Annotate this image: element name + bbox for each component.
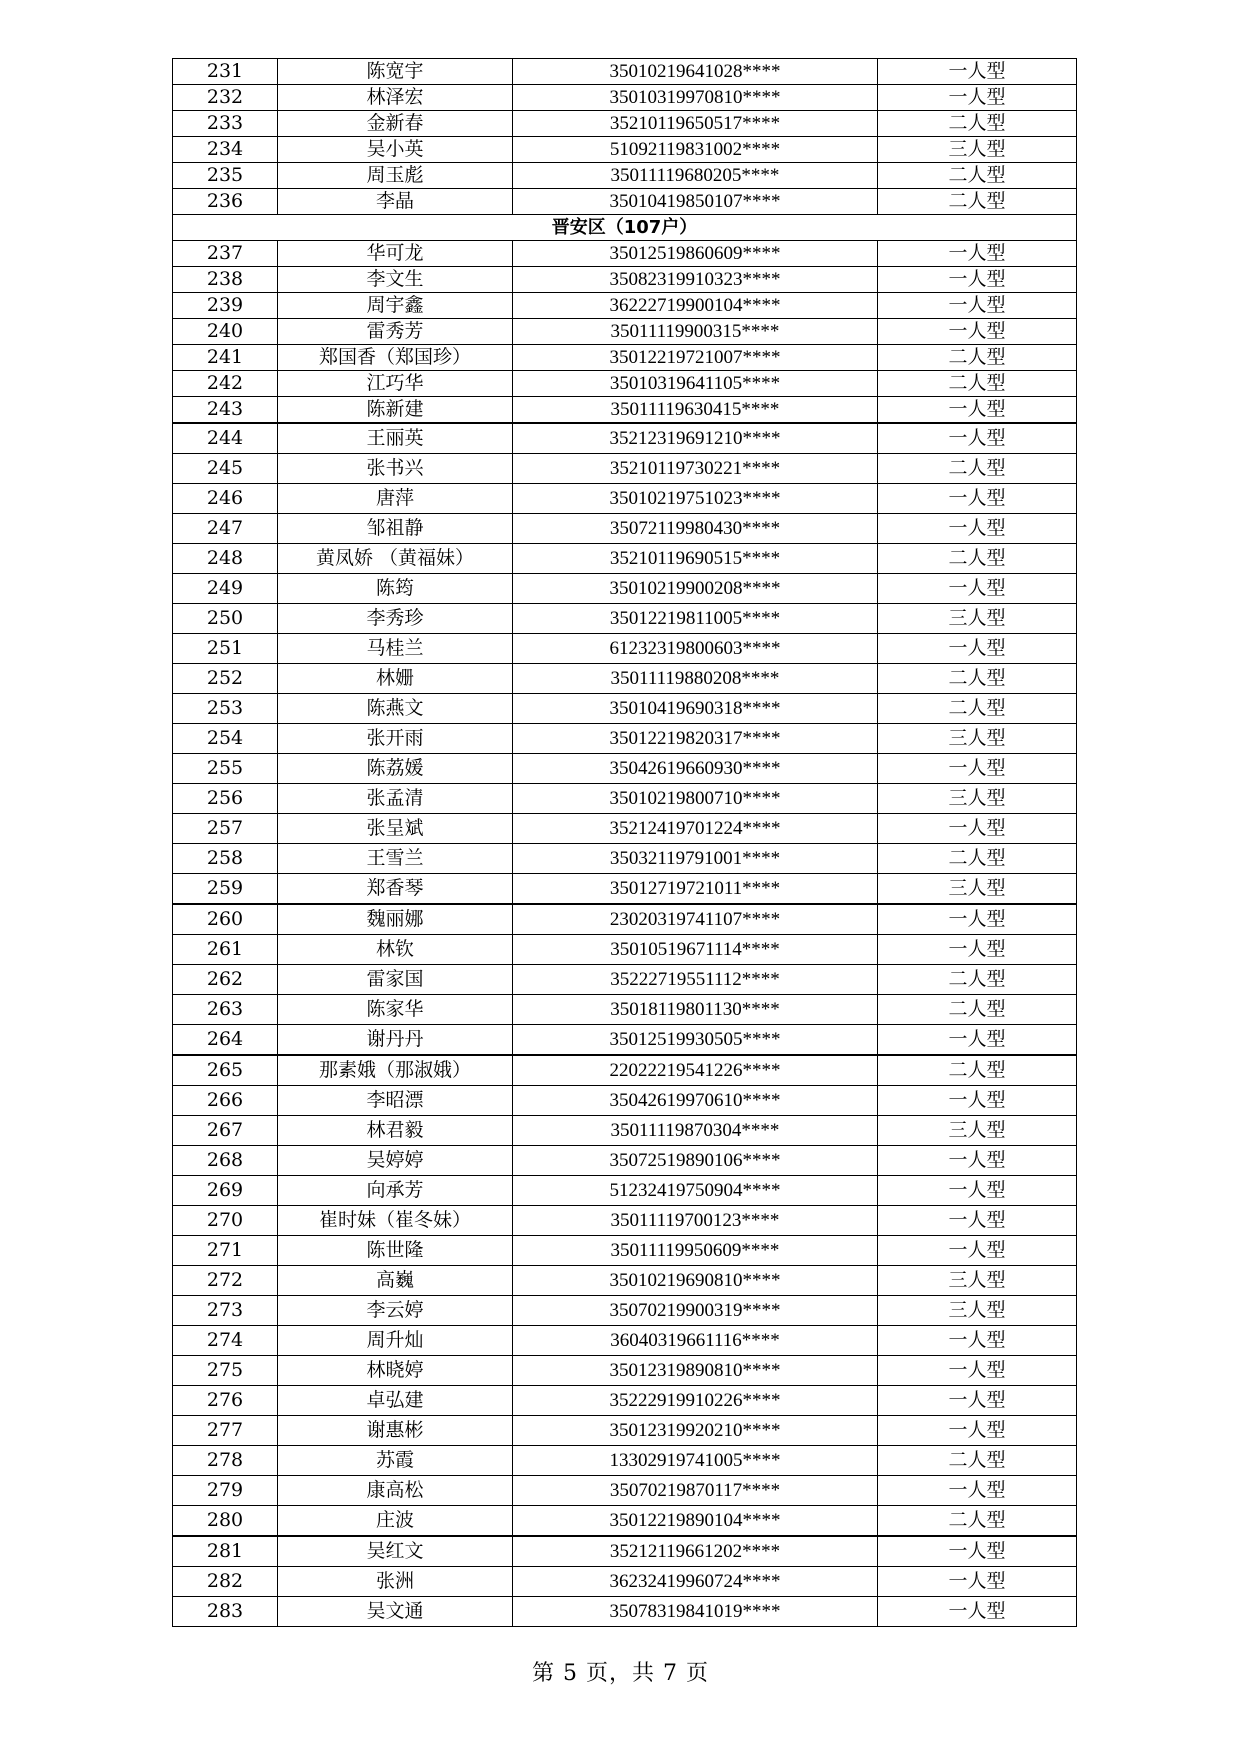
row-number: 238 (173, 267, 278, 293)
row-id-number: 36222719900104**** (513, 293, 878, 319)
row-household-type: 二人型 (878, 694, 1077, 724)
section-title: 晋安区（107户） (173, 215, 1077, 241)
row-name: 吴小英 (278, 137, 513, 163)
row-name: 黄凤娇 （黄福妹） (278, 544, 513, 574)
row-household-type: 一人型 (878, 1206, 1077, 1236)
row-name: 谢丹丹 (278, 1025, 513, 1056)
row-name: 林君毅 (278, 1116, 513, 1146)
row-household-type: 三人型 (878, 724, 1077, 754)
table-row (173, 371, 1077, 397)
table-row (173, 664, 1077, 694)
table-row (173, 965, 1077, 995)
row-id-number: 61232319800603**** (513, 634, 878, 664)
row-id-number: 35078319841019**** (513, 1597, 878, 1627)
table-row (173, 1055, 1077, 1086)
row-id-number: 35042619660930**** (513, 754, 878, 784)
row-household-type: 二人型 (878, 189, 1077, 215)
row-id-number: 35210119690515**** (513, 544, 878, 574)
row-household-type: 一人型 (878, 1176, 1077, 1206)
row-household-type: 一人型 (878, 1567, 1077, 1597)
row-name: 魏丽娜 (278, 904, 513, 935)
row-number: 257 (173, 814, 278, 844)
row-number: 250 (173, 604, 278, 634)
row-name: 苏霞 (278, 1446, 513, 1476)
row-id-number: 35011119900315**** (513, 319, 878, 345)
row-name: 李晶 (278, 189, 513, 215)
row-id-number: 35011119950609**** (513, 1236, 878, 1266)
row-number: 264 (173, 1025, 278, 1056)
row-number: 244 (173, 423, 278, 454)
row-name: 林晓婷 (278, 1356, 513, 1386)
row-name: 庄波 (278, 1506, 513, 1537)
table-row (173, 137, 1077, 163)
row-name: 周宇鑫 (278, 293, 513, 319)
row-id-number: 35032119791001**** (513, 844, 878, 874)
table-row (173, 1476, 1077, 1506)
row-name: 那素娥（那淑娥） (278, 1055, 513, 1086)
table-row (173, 111, 1077, 137)
row-id-number: 51092119831002**** (513, 137, 878, 163)
row-household-type: 二人型 (878, 844, 1077, 874)
row-household-type: 二人型 (878, 1506, 1077, 1537)
row-number: 259 (173, 874, 278, 905)
row-household-type: 一人型 (878, 574, 1077, 604)
row-household-type: 一人型 (878, 85, 1077, 111)
row-id-number: 35010419850107**** (513, 189, 878, 215)
row-number: 258 (173, 844, 278, 874)
table-row (173, 1206, 1077, 1236)
row-number: 255 (173, 754, 278, 784)
row-household-type: 三人型 (878, 604, 1077, 634)
row-id-number: 35222919910226**** (513, 1386, 878, 1416)
row-id-number: 35010319641105**** (513, 371, 878, 397)
row-name: 高巍 (278, 1266, 513, 1296)
row-name: 周升灿 (278, 1326, 513, 1356)
row-household-type: 一人型 (878, 397, 1077, 424)
row-household-type: 一人型 (878, 1597, 1077, 1627)
row-id-number: 35070219900319**** (513, 1296, 878, 1326)
table-row (173, 293, 1077, 319)
row-number: 242 (173, 371, 278, 397)
table-row (173, 1506, 1077, 1537)
row-id-number: 35210119650517**** (513, 111, 878, 137)
table-row (173, 1146, 1077, 1176)
table-row (173, 163, 1077, 189)
row-id-number: 35212419701224**** (513, 814, 878, 844)
table-row (173, 604, 1077, 634)
row-id-number: 35010219690810**** (513, 1266, 878, 1296)
row-id-number: 35010219800710**** (513, 784, 878, 814)
row-id-number: 36232419960724**** (513, 1567, 878, 1597)
row-id-number: 35072119980430**** (513, 514, 878, 544)
row-number: 263 (173, 995, 278, 1025)
row-number: 279 (173, 1476, 278, 1506)
row-number: 283 (173, 1597, 278, 1627)
row-id-number: 35011119630415**** (513, 397, 878, 424)
table-row (173, 1446, 1077, 1476)
row-household-type: 一人型 (878, 267, 1077, 293)
row-number: 239 (173, 293, 278, 319)
row-name: 李昭漂 (278, 1086, 513, 1116)
row-id-number: 35018119801130**** (513, 995, 878, 1025)
row-number: 266 (173, 1086, 278, 1116)
row-id-number: 35012219721007**** (513, 345, 878, 371)
row-household-type: 二人型 (878, 1055, 1077, 1086)
row-id-number: 35072519890106**** (513, 1146, 878, 1176)
row-household-type: 二人型 (878, 111, 1077, 137)
row-name: 江巧华 (278, 371, 513, 397)
row-number: 271 (173, 1236, 278, 1266)
row-id-number: 22022219541226**** (513, 1055, 878, 1086)
row-number: 281 (173, 1536, 278, 1567)
row-household-type: 一人型 (878, 241, 1077, 267)
table-row (173, 1597, 1077, 1627)
table-row (173, 1086, 1077, 1116)
row-id-number: 35010219900208**** (513, 574, 878, 604)
row-household-type: 一人型 (878, 423, 1077, 454)
table-row (173, 397, 1077, 424)
row-number: 262 (173, 965, 278, 995)
row-number: 245 (173, 454, 278, 484)
row-id-number: 35210119730221**** (513, 454, 878, 484)
row-number: 260 (173, 904, 278, 935)
row-name: 吴红文 (278, 1536, 513, 1567)
row-name: 吴文通 (278, 1597, 513, 1627)
household-table (172, 58, 1077, 1627)
row-id-number: 35011119880208**** (513, 664, 878, 694)
row-id-number: 35011119680205**** (513, 163, 878, 189)
row-name: 郑国香（郑国珍） (278, 345, 513, 371)
row-id-number: 35042619970610**** (513, 1086, 878, 1116)
row-name: 马桂兰 (278, 634, 513, 664)
row-number: 253 (173, 694, 278, 724)
table-row (173, 724, 1077, 754)
row-id-number: 35212319691210**** (513, 423, 878, 454)
row-number: 274 (173, 1326, 278, 1356)
row-number: 273 (173, 1296, 278, 1326)
table-row (173, 694, 1077, 724)
table-row (173, 995, 1077, 1025)
row-number: 241 (173, 345, 278, 371)
row-name: 卓弘建 (278, 1386, 513, 1416)
row-number: 276 (173, 1386, 278, 1416)
row-id-number: 35010219641028**** (513, 59, 878, 85)
row-name: 李秀珍 (278, 604, 513, 634)
table-row (173, 1266, 1077, 1296)
row-household-type: 一人型 (878, 59, 1077, 85)
row-id-number: 35011119700123**** (513, 1206, 878, 1236)
row-household-type: 一人型 (878, 484, 1077, 514)
row-name: 李文生 (278, 267, 513, 293)
row-number: 237 (173, 241, 278, 267)
table-row (173, 634, 1077, 664)
table-row (173, 319, 1077, 345)
row-id-number: 35012219890104**** (513, 1506, 878, 1537)
row-name: 雷秀芳 (278, 319, 513, 345)
row-number: 251 (173, 634, 278, 664)
row-number: 236 (173, 189, 278, 215)
table-row (173, 514, 1077, 544)
row-household-type: 一人型 (878, 1386, 1077, 1416)
table-row (173, 1236, 1077, 1266)
row-number: 256 (173, 784, 278, 814)
table-row (173, 904, 1077, 935)
row-household-type: 一人型 (878, 293, 1077, 319)
table-row (173, 574, 1077, 604)
row-name: 张孟清 (278, 784, 513, 814)
table-row (173, 935, 1077, 965)
table-row (173, 1386, 1077, 1416)
table-row (173, 454, 1077, 484)
row-name: 张开雨 (278, 724, 513, 754)
row-id-number: 35010219751023**** (513, 484, 878, 514)
row-id-number: 35010519671114**** (513, 935, 878, 965)
row-household-type: 二人型 (878, 544, 1077, 574)
row-household-type: 一人型 (878, 319, 1077, 345)
row-name: 陈宽宇 (278, 59, 513, 85)
table-row (173, 1536, 1077, 1567)
row-name: 陈荔媛 (278, 754, 513, 784)
row-name: 张呈斌 (278, 814, 513, 844)
row-number: 249 (173, 574, 278, 604)
row-name: 陈家华 (278, 995, 513, 1025)
row-number: 270 (173, 1206, 278, 1236)
row-household-type: 三人型 (878, 874, 1077, 905)
row-id-number: 35212119661202**** (513, 1536, 878, 1567)
household-table-container (172, 58, 1076, 1627)
row-number: 277 (173, 1416, 278, 1446)
row-number: 268 (173, 1146, 278, 1176)
row-name: 周玉彪 (278, 163, 513, 189)
table-row (173, 844, 1077, 874)
row-name: 陈新建 (278, 397, 513, 424)
row-number: 267 (173, 1116, 278, 1146)
row-household-type: 二人型 (878, 371, 1077, 397)
row-household-type: 一人型 (878, 1236, 1077, 1266)
row-household-type: 三人型 (878, 1116, 1077, 1146)
row-id-number: 35012219811005**** (513, 604, 878, 634)
row-id-number: 35012719721011**** (513, 874, 878, 905)
row-name: 林钦 (278, 935, 513, 965)
row-household-type: 一人型 (878, 1086, 1077, 1116)
row-household-type: 二人型 (878, 345, 1077, 371)
row-number: 261 (173, 935, 278, 965)
row-number: 280 (173, 1506, 278, 1537)
row-name: 金新春 (278, 111, 513, 137)
row-household-type: 二人型 (878, 664, 1077, 694)
section-header-row (173, 215, 1077, 241)
row-name: 唐萍 (278, 484, 513, 514)
table-row (173, 189, 1077, 215)
household-table-body (173, 59, 1077, 1627)
table-row (173, 1176, 1077, 1206)
row-number: 232 (173, 85, 278, 111)
row-number: 234 (173, 137, 278, 163)
table-row (173, 1356, 1077, 1386)
row-id-number: 35082319910323**** (513, 267, 878, 293)
row-name: 林泽宏 (278, 85, 513, 111)
row-number: 233 (173, 111, 278, 137)
row-household-type: 一人型 (878, 1476, 1077, 1506)
row-id-number: 35012519930505**** (513, 1025, 878, 1056)
row-number: 246 (173, 484, 278, 514)
table-row (173, 241, 1077, 267)
table-row (173, 1025, 1077, 1056)
row-name: 郑香琴 (278, 874, 513, 905)
row-name: 王雪兰 (278, 844, 513, 874)
row-household-type: 一人型 (878, 1025, 1077, 1056)
row-number: 240 (173, 319, 278, 345)
row-name: 康高松 (278, 1476, 513, 1506)
row-number: 252 (173, 664, 278, 694)
row-name: 林姗 (278, 664, 513, 694)
row-household-type: 一人型 (878, 1356, 1077, 1386)
row-id-number: 35222719551112**** (513, 965, 878, 995)
table-row (173, 59, 1077, 85)
row-household-type: 一人型 (878, 935, 1077, 965)
row-id-number: 35070219870117**** (513, 1476, 878, 1506)
table-row (173, 267, 1077, 293)
table-row (173, 814, 1077, 844)
row-household-type: 二人型 (878, 1446, 1077, 1476)
row-name: 张洲 (278, 1567, 513, 1597)
row-household-type: 二人型 (878, 454, 1077, 484)
row-number: 254 (173, 724, 278, 754)
table-row (173, 345, 1077, 371)
row-name: 向承芳 (278, 1176, 513, 1206)
table-row (173, 423, 1077, 454)
row-id-number: 35010419690318**** (513, 694, 878, 724)
row-name: 王丽英 (278, 423, 513, 454)
row-id-number: 35012319920210**** (513, 1416, 878, 1446)
row-number: 247 (173, 514, 278, 544)
row-id-number: 35011119870304**** (513, 1116, 878, 1146)
row-household-type: 一人型 (878, 1416, 1077, 1446)
row-household-type: 一人型 (878, 1326, 1077, 1356)
row-name: 雷家国 (278, 965, 513, 995)
table-row (173, 1416, 1077, 1446)
row-number: 235 (173, 163, 278, 189)
row-id-number: 35010319970810**** (513, 85, 878, 111)
row-number: 282 (173, 1567, 278, 1597)
row-name: 张书兴 (278, 454, 513, 484)
row-id-number: 35012319890810**** (513, 1356, 878, 1386)
row-household-type: 一人型 (878, 1536, 1077, 1567)
table-row (173, 1296, 1077, 1326)
row-household-type: 一人型 (878, 904, 1077, 935)
row-name: 邹祖静 (278, 514, 513, 544)
row-household-type: 三人型 (878, 1266, 1077, 1296)
row-number: 278 (173, 1446, 278, 1476)
row-number: 248 (173, 544, 278, 574)
row-name: 吴婷婷 (278, 1146, 513, 1176)
row-number: 265 (173, 1055, 278, 1086)
row-id-number: 13302919741005**** (513, 1446, 878, 1476)
table-row (173, 1326, 1077, 1356)
row-id-number: 35012219820317**** (513, 724, 878, 754)
row-id-number: 51232419750904**** (513, 1176, 878, 1206)
row-number: 272 (173, 1266, 278, 1296)
row-number: 275 (173, 1356, 278, 1386)
row-name: 陈燕文 (278, 694, 513, 724)
table-row (173, 544, 1077, 574)
table-row (173, 1116, 1077, 1146)
row-name: 崔时妹（崔冬妹） (278, 1206, 513, 1236)
row-household-type: 二人型 (878, 965, 1077, 995)
table-row (173, 754, 1077, 784)
row-household-type: 二人型 (878, 995, 1077, 1025)
row-household-type: 一人型 (878, 634, 1077, 664)
row-name: 李云婷 (278, 1296, 513, 1326)
row-id-number: 35012519860609**** (513, 241, 878, 267)
row-name: 陈世隆 (278, 1236, 513, 1266)
row-household-type: 一人型 (878, 754, 1077, 784)
table-row (173, 784, 1077, 814)
row-household-type: 三人型 (878, 1296, 1077, 1326)
row-household-type: 一人型 (878, 514, 1077, 544)
row-name: 谢惠彬 (278, 1416, 513, 1446)
row-id-number: 36040319661116**** (513, 1326, 878, 1356)
row-number: 243 (173, 397, 278, 424)
row-name: 华可龙 (278, 241, 513, 267)
row-household-type: 一人型 (878, 814, 1077, 844)
row-name: 陈筠 (278, 574, 513, 604)
row-household-type: 三人型 (878, 784, 1077, 814)
table-row (173, 85, 1077, 111)
row-number: 231 (173, 59, 278, 85)
table-row (173, 1567, 1077, 1597)
row-id-number: 23020319741107**** (513, 904, 878, 935)
row-number: 269 (173, 1176, 278, 1206)
table-row (173, 874, 1077, 905)
row-household-type: 二人型 (878, 163, 1077, 189)
table-row (173, 484, 1077, 514)
row-household-type: 三人型 (878, 137, 1077, 163)
row-household-type: 一人型 (878, 1146, 1077, 1176)
page-footer: 第 5 页，共 7 页 (532, 1661, 709, 1686)
